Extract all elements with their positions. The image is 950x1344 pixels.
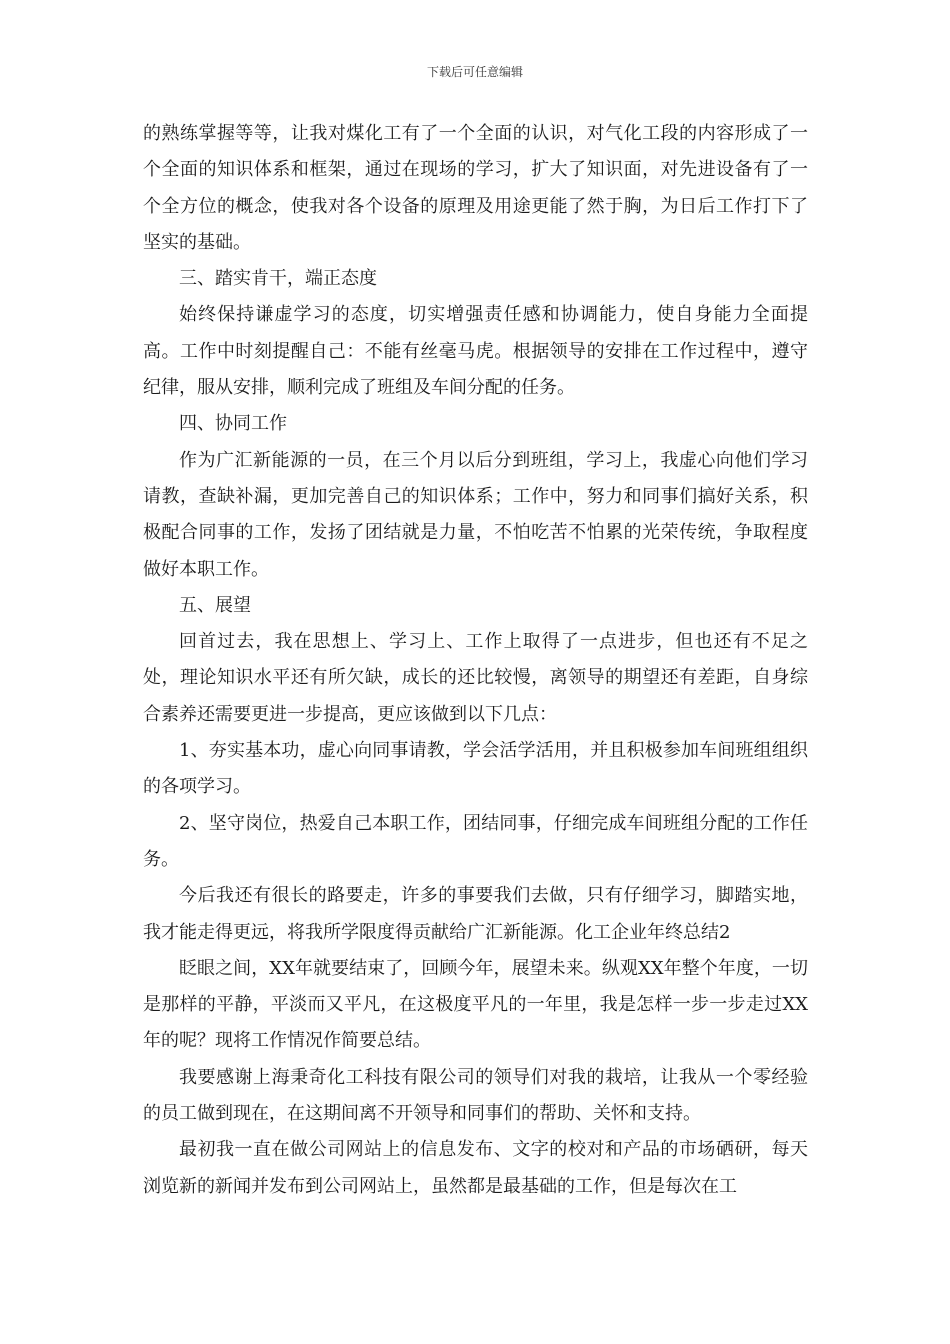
paragraph: 眨眼之间，XX年就要结束了，回顾今年，展望未来。纵观XX年整个年度，一切是那样的平静，平淡而又平凡，在这极度平凡的一年里，我是怎样一步一步走过XX年的呢？现将工作情况作简要总结。 (143, 957, 808, 1052)
list-item-1: 1、夯实基本功，虚心向同事请教，学会活学活用，并且积极参加车间班组组织的各项学习。 (143, 740, 808, 798)
document-body (143, 116, 808, 1205)
paragraph: 今后我还有很长的路要走，许多的事要我们去做，只有仔细学习，脚踏实地，我才能走得更远，将我所学限度得贡献给广汇新能源。化工企业年终总结2 (143, 885, 808, 943)
paragraph: 我要感谢上海秉奇化工科技有限公司的领导们对我的栽培，让我从一个零经验的员工做到现在，在这期间离不开领导和同事们的帮助、关怀和支持。 (143, 1066, 808, 1125)
page-header-note: 下载后可任意编辑 (426, 65, 523, 79)
paragraph: 最初我一直在做公司网站上的信息发布、文字的校对和产品的市场硒研，每天浏览新的新闻并发布到公司网站上，虽然都是最基础的工作，但是每次在工 (143, 1139, 808, 1197)
paragraph: 的熟练掌握等等，让我对煤化工有了一个全面的认识，对气化工段的内容形成了一个全面的知识体系和框架，通过在现场的学习，扩大了知识面，对先进设备有了一个全方位的概念，使我对各个设备的原理及用途更能了然于胸，为日后工作打下了坚实的基础。 (143, 123, 808, 253)
section-heading-3: 三、踏实肯干，端正态度 (179, 268, 377, 290)
section-heading-4: 四、协同工作 (179, 413, 287, 435)
list-item-2: 2、坚守岗位，热爱自己本职工作，团结同事，仔细完成车间班组分配的工作任务。 (143, 812, 808, 870)
paragraph: 始终保持谦虚学习的态度，切实增强责任感和协调能力，使自身能力全面提高。工作中时刻提醒自己：不能有丝毫马虎。根据领导的安排在工作过程中，遵守纪律，服从安排，顺利完成了班组及车间分配的任务。 (143, 304, 808, 399)
paragraph: 作为广汇新能源的一员，在三个月以后分到班组，学习上，我虚心向他们学习请教，查缺补漏，更加完善自己的知识体系；工作中，努力和同事们搞好关系，积极配合同事的工作，发扬了团结就是力量，不怕吃苦不怕累的光荣传统，争取程度做好本职工作。 (143, 449, 808, 580)
section-heading-5: 五、展望 (179, 594, 251, 616)
paragraph: 回首过去，我在思想上、学习上、工作上取得了一点进步，但也还有不足之处，理论知识水平还有所欠缺，成长的还比较慢，离领导的期望还有差距，自身综合素养还需要更进一步提高，更应该做到以下几点： (143, 631, 808, 725)
